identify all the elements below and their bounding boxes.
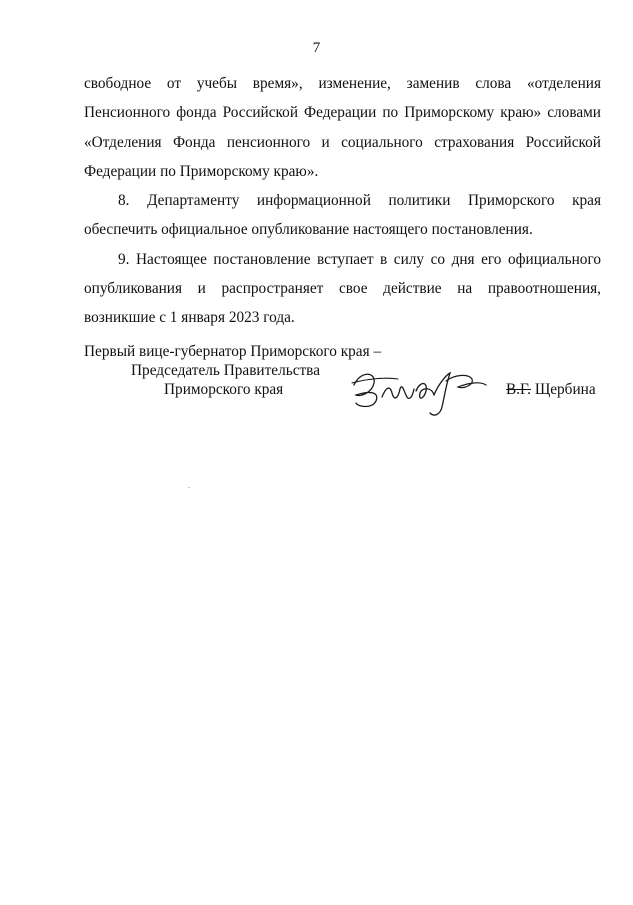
handwritten-signature [346,361,496,421]
signatory-position-line1: Первый вице-губернатор Приморского края – [84,343,382,360]
page-number: 7 [312,40,321,56]
signatory-position-line3: Приморского края [164,381,284,398]
signature-block [84,343,604,423]
paragraph-continuation: свободное от учебы время», изменение, заменив слова «отделения Пенсионного фонда Российской Федерации по Приморскому краю» словами «Отделения Фонда пенсионного и социального страхования Российской Федерации по Приморскому краю». [84,75,601,180]
paragraph-item-8: 8. Департаменту информационной политики Приморского края обеспечить официальное опубликование настоящего постановления. [84,192,601,239]
scan-artifact [188,487,190,488]
signatory-surname: Щербина [534,381,596,398]
signatory-initials: В.Г. [506,381,531,398]
document-body [84,69,601,333]
signatory-position-line2: Председатель Правительства [131,362,320,379]
paragraph-item-9: 9. Настоящее постановление вступает в силу со дня его официального опубликования и распространяет свое действие на правоотношения, возникшие с 1 января 2023 года. [84,250,601,327]
signatory-name [506,381,596,399]
